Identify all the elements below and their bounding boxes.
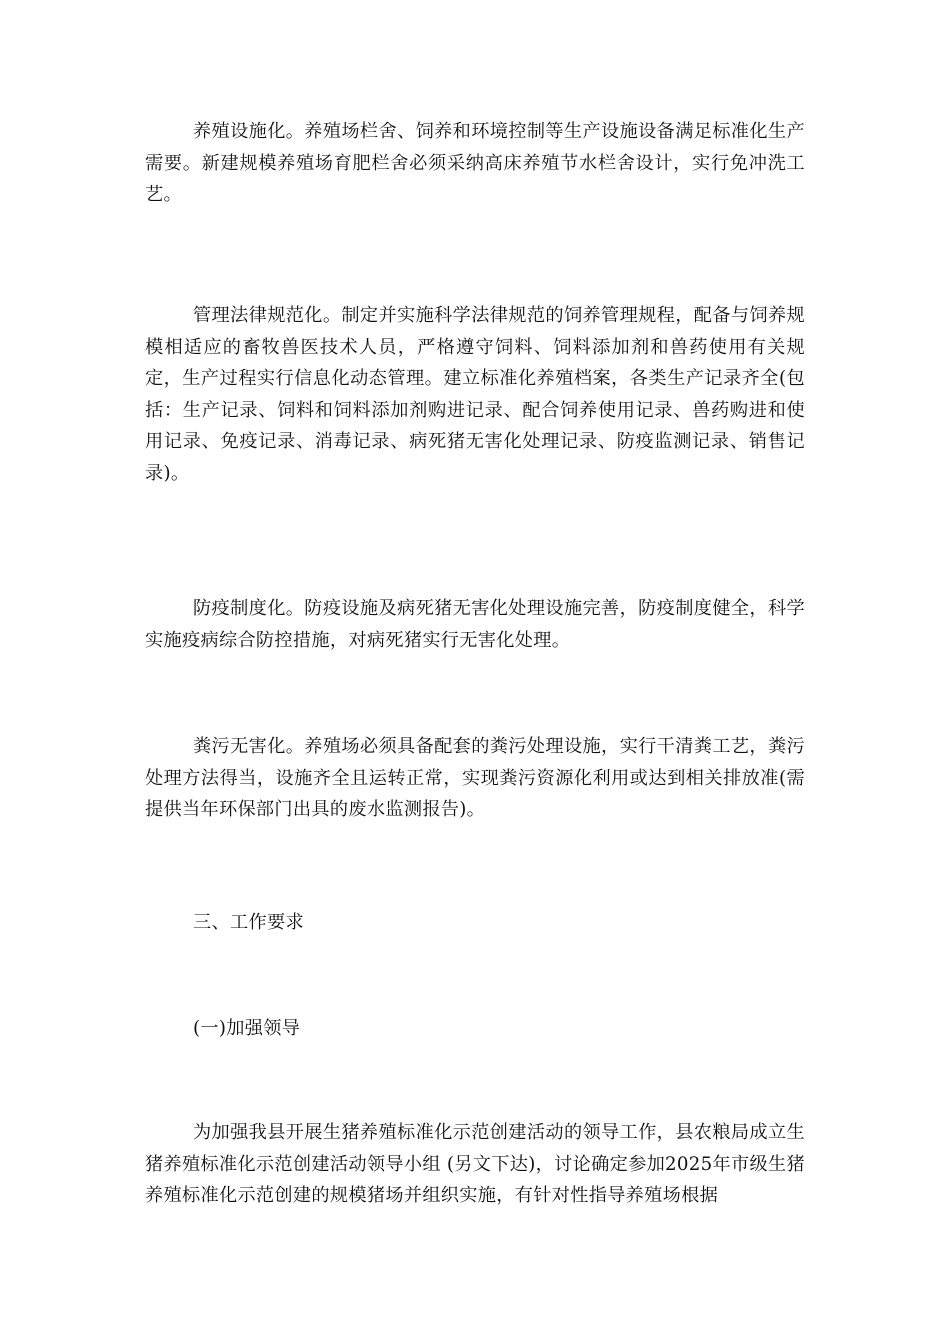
paragraph-management: 管理法律规范化。制定并实施科学法律规范的饲养管理规程，配备与饲养规模相适应的畜牧兽医技术人员，严格遵守饲料、饲料添加剂和兽药使用有关规定，生产过程实行信息化动态管理。建立标准化养殖档案，各类生产记录齐全(包括：生产记录、饲料和饲料添加剂购进记录、配合饲养使用记录、兽药购进和使用记录、免疫记录、消毒记录、病死猪无害化处理记录、防疫监测记录、销售记录)。 [145, 305, 805, 484]
paragraph-facilities: 养殖设施化。养殖场栏舍、饲养和环境控制等生产设施设备满足标准化生产需要。新建规模养殖场育肥栏舍必须采纳高床养殖节水栏舍设计，实行免冲洗工艺。 [145, 121, 805, 205]
paragraph-waste-treatment: 粪污无害化。养殖场必须具备配套的粪污处理设施，实行干清粪工艺，粪污处理方法得当，设施齐全且运转正常，实现粪污资源化利用或达到相关排放准(需提供当年环保部门出具的废水监测报告)。 [145, 736, 805, 820]
section-heading: 三、工作要求 [193, 912, 304, 933]
paragraph-epidemic-prevention: 防疫制度化。防疫设施及病死猪无害化处理设施完善，防疫制度健全，科学实施疫病综合防控措施，对病死猪实行无害化处理。 [145, 598, 805, 651]
paragraph-leadership: 为加强我县开展生猪养殖标准化示范创建活动的领导工作，县农粮局成立生猪养殖标准化示范创建活动领导小组 (另文下达)，讨论确定参加2025年市级生猪养殖标准化示范创建的规模猪场并组织实施，有针对性指导养殖场根据 [145, 1122, 805, 1206]
subsection-heading: (一)加强领导 [193, 1018, 301, 1039]
